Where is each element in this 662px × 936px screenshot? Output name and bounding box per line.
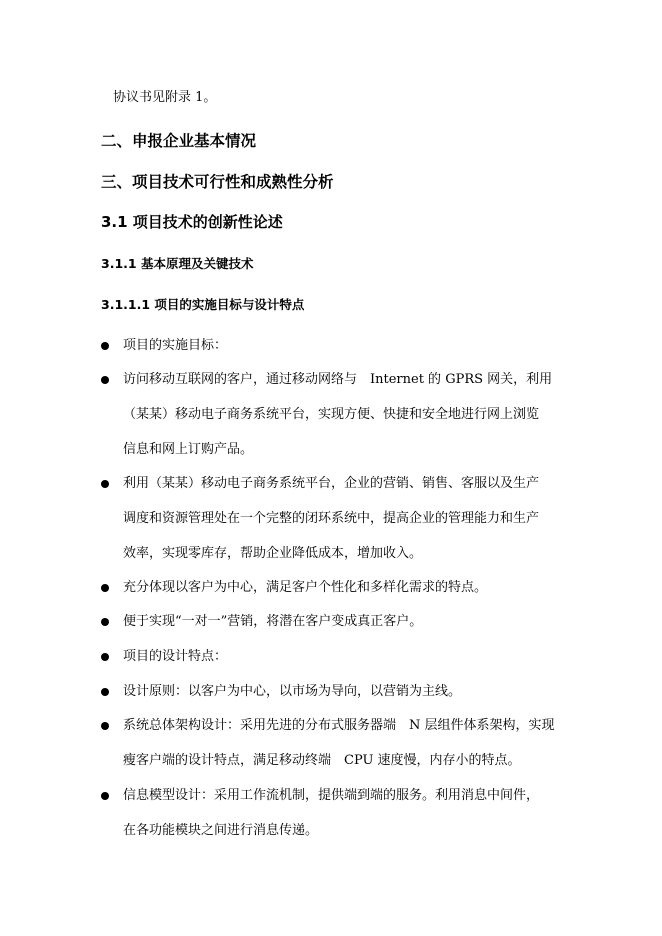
section-heading-2: 二、申报企业基本情况 bbox=[101, 132, 257, 150]
list-item-text: 在各功能模块之间进行消息传递。 bbox=[123, 823, 319, 838]
section-heading-3: 三、项目技术可行性和成熟性分析 bbox=[101, 173, 334, 191]
bullet-icon bbox=[101, 722, 109, 730]
list-item-text: 系统总体架构设计：采用先进的分布式服务器端 N 层组件体系架构，实现 bbox=[123, 718, 555, 733]
list-item-text: （某某）移动电子商务系统平台，实现方便、快捷和安全地进行网上浏览 bbox=[123, 407, 540, 422]
bullet-icon bbox=[101, 688, 109, 696]
list-item-text: 项目的设计特点： bbox=[123, 649, 228, 664]
list-item-text: 项目的实施目标： bbox=[123, 338, 228, 353]
list-item-text: 访问移动互联网的客户，通过移动网络与 Internet 的 GPRS 网关，利用 bbox=[123, 372, 553, 387]
list-item-text: 信息模型设计：采用工作流机制，提供端到端的服务。利用消息中间件， bbox=[123, 788, 540, 803]
bullet-icon bbox=[101, 792, 109, 800]
list-item-text: 便于实现“一对一”营销，将潜在客户变成真正客户。 bbox=[123, 614, 423, 629]
bullet-icon bbox=[101, 480, 109, 488]
subsection-heading-3-1-1-1: 3.1.1.1 项目的实施目标与设计特点 bbox=[101, 297, 305, 312]
list-item-text: 设计原则：以客户为中心，以市场为导向，以营销为主线。 bbox=[123, 684, 462, 699]
list-item-text: 调度和资源管理处在一个完整的闭环系统中，提高企业的管理能力和生产 bbox=[123, 511, 540, 526]
appendix-note: 协议书见附录 1。 bbox=[113, 90, 217, 105]
bullet-icon bbox=[101, 584, 109, 592]
bullet-icon bbox=[101, 342, 109, 350]
list-item-text: 充分体现以客户为中心，满足客户个性化和多样化需求的特点。 bbox=[123, 580, 488, 595]
list-item-text: 利用（某某）移动电子商务系统平台，企业的营销、销售、客服以及生产 bbox=[123, 476, 540, 491]
list-item-text: 瘦客户端的设计特点，满足移动终端 CPU 速度慢，内存小的特点。 bbox=[123, 753, 521, 768]
subsection-heading-3-1-1: 3.1.1 基本原理及关键技术 bbox=[101, 256, 254, 271]
subsection-heading-3-1: 3.1 项目技术的创新性论述 bbox=[101, 213, 283, 231]
bullet-icon bbox=[101, 653, 109, 661]
list-item-text: 效率，实现零库存，帮助企业降低成本，增加收入。 bbox=[123, 546, 423, 561]
bullet-icon bbox=[101, 618, 109, 626]
list-item-text: 信息和网上订购产品。 bbox=[123, 442, 254, 457]
bullet-icon bbox=[101, 376, 109, 384]
